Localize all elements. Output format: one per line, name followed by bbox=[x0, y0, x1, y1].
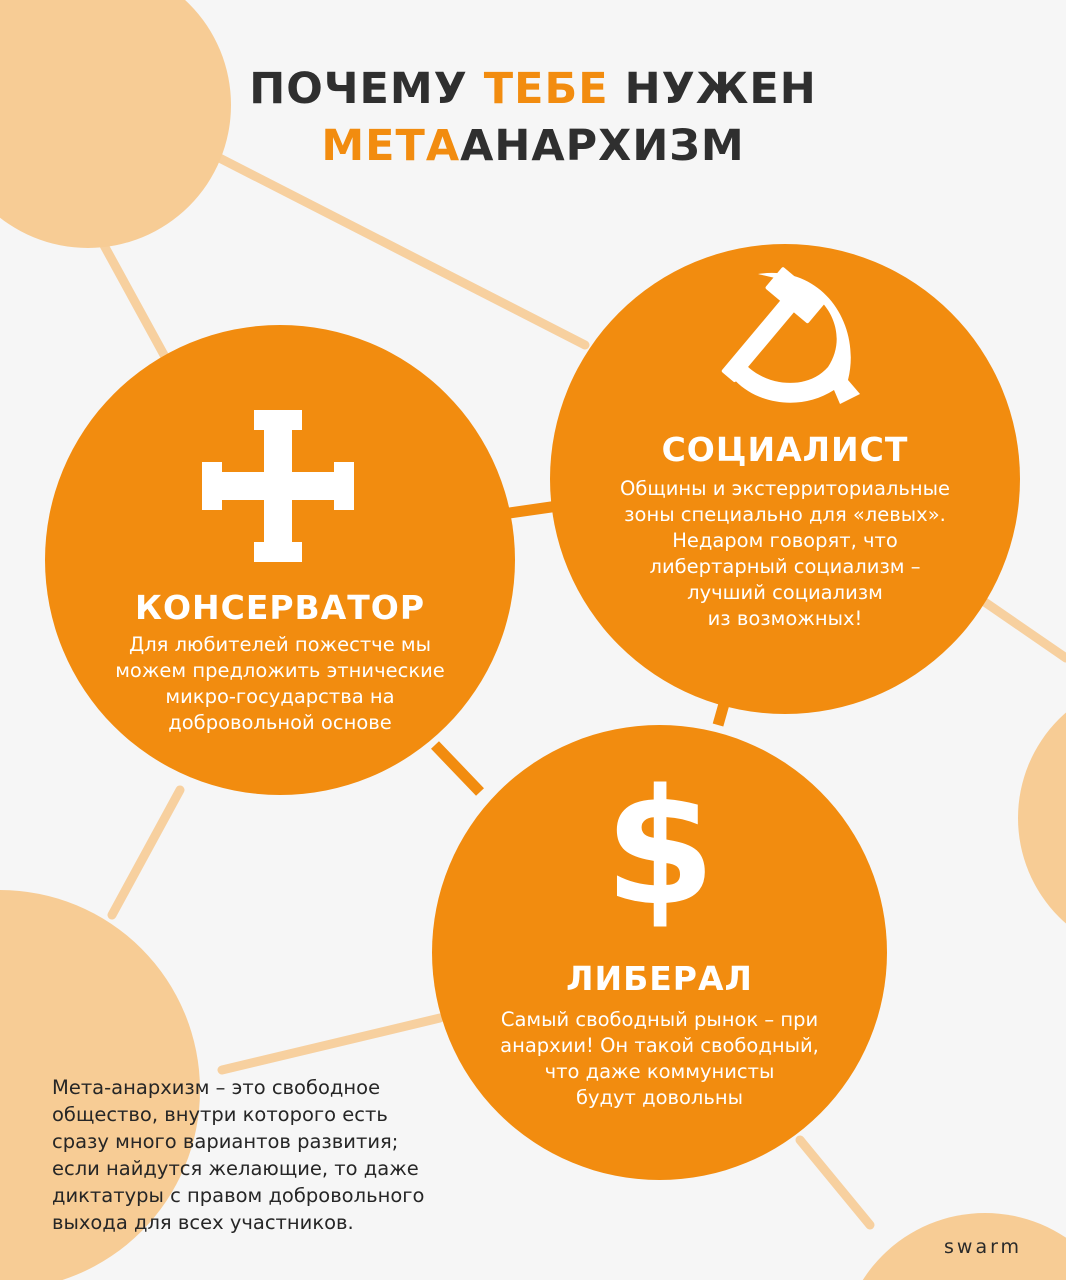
footer-line: если найдутся желающие, то даже bbox=[52, 1157, 419, 1180]
swarm-logo: swarm bbox=[944, 1236, 1023, 1258]
connector-line bbox=[800, 1140, 870, 1225]
connector-line-accent bbox=[435, 745, 480, 792]
footer-line: диктатуры с правом добровольного bbox=[52, 1184, 425, 1207]
decorative-circle bbox=[0, 0, 231, 248]
title-text: НУЖЕН bbox=[608, 64, 817, 114]
description-line: анархии! Он такой свободный, bbox=[500, 1034, 819, 1057]
footer-line: выхода для всех участников. bbox=[52, 1211, 354, 1234]
conservative-title: КОНСЕРВАТОР bbox=[134, 588, 426, 627]
footer-line: сразу много вариантов развития; bbox=[52, 1130, 399, 1153]
page-title-line-1 bbox=[0, 64, 1066, 114]
footer-description bbox=[52, 1074, 522, 1236]
description-line: Недаром говорят, что bbox=[672, 529, 898, 552]
description-line: зоны специально для «левых». bbox=[624, 503, 946, 526]
description-line: что даже коммунисты bbox=[544, 1060, 775, 1083]
socialist-title: СОЦИАЛИСТ bbox=[661, 430, 909, 469]
page-title-line-2 bbox=[0, 121, 1066, 171]
description-line: будут довольны bbox=[575, 1086, 744, 1109]
connector-line bbox=[222, 1018, 440, 1070]
cross-icon bbox=[202, 410, 354, 562]
footer-line: общество, внутри которого есть bbox=[52, 1103, 388, 1126]
description-line: Самый свободный рынок – при bbox=[500, 1008, 819, 1031]
dollar-icon: $ bbox=[604, 754, 716, 941]
connector-line bbox=[112, 790, 180, 915]
decorative-circle bbox=[1018, 678, 1066, 958]
conservative-description bbox=[55, 632, 505, 736]
title-text: ПОЧЕМУ bbox=[249, 64, 484, 114]
connector-line bbox=[200, 148, 585, 345]
liberal-title: ЛИБЕРАЛ bbox=[566, 959, 753, 998]
title-text: АНАРХИЗМ bbox=[460, 121, 745, 171]
description-line: Для любителей пожестче мы bbox=[128, 633, 432, 656]
description-line: либертарный социализм – bbox=[649, 555, 921, 578]
title-highlight: ТЕБЕ bbox=[483, 64, 609, 114]
hammer-sickle-icon bbox=[710, 262, 870, 417]
description-line: добровольной основе bbox=[168, 711, 392, 734]
description-line: лучший социализм bbox=[687, 581, 883, 604]
description-line: Общины и экстерриториальные bbox=[619, 477, 950, 500]
description-line: можем предложить этнические bbox=[115, 659, 445, 682]
title-highlight: МЕТА bbox=[321, 121, 461, 171]
description-line: микро-государства на bbox=[165, 685, 395, 708]
socialist-description bbox=[560, 476, 1010, 632]
description-line: из возможных! bbox=[707, 607, 863, 630]
footer-line: Мета-анархизм – это свободное bbox=[52, 1076, 381, 1099]
